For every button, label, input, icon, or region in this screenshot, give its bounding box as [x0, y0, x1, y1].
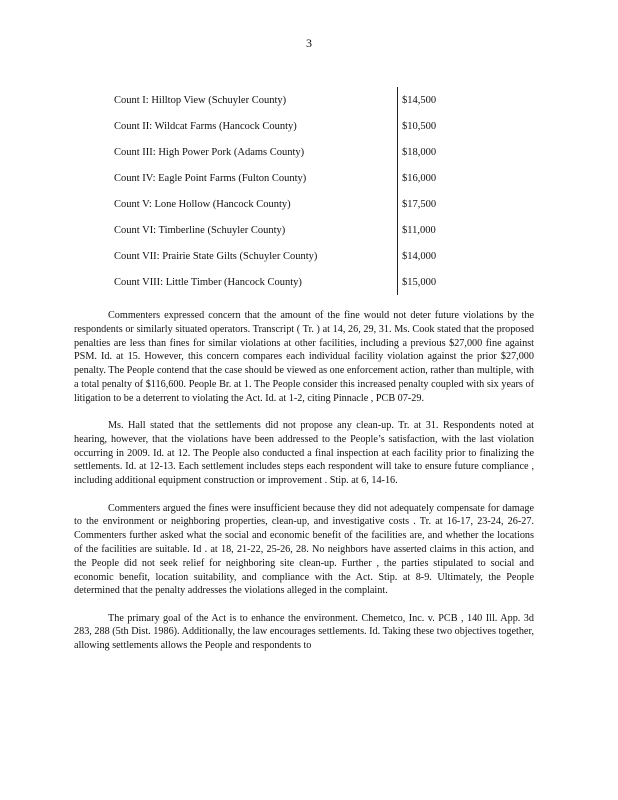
paragraph-primary-goal: The primary goal of the Act is to enhance the environment. Chemetco, Inc. v. PCB , 140 Ill. App. 3d 283, 288 (5th Dist. 1986). Additionally, the law encourages settlements. Id. Taking these two objectives together, allowing settlements allows the People and respondents to: [74, 612, 534, 652]
paragraph-compensation: Commenters argued the fines were insufficient because they did not adequately compensate for damage to the environment or neighboring properties, clean-up, and investigative costs . Tr. at 16-17, 23-24, 26-27. Commenters further asked what the social and economic benefit of the facilities are, and whether the locations of the facilities are suitable. Id . at 18, 21-22, 25-26, 28. No neighbors have asserted claims in this action, and the People did not seek relief for neighboring site clean-up. Further , the parties stipulated to social and economic benefit, location suitability, and compliance with the Act. Stip. at 8-9. Ultimately, the People determined that the penalty addresses the violations alleged in the complaint.: [74, 502, 534, 597]
table-row: [114, 269, 474, 295]
count-label: Count III: High Power Pork (Adams County): [114, 139, 398, 165]
count-amount: $14,500: [402, 94, 437, 106]
count-label: Count II: Wildcat Farms (Hancock County): [114, 113, 398, 139]
count-label: Count VI: Timberline (Schuyler County): [114, 217, 398, 243]
count-amount: $15,000: [402, 276, 437, 288]
table-row: [114, 113, 474, 139]
count-amount: $18,000: [402, 146, 437, 158]
table-row: [114, 87, 474, 113]
paragraph-cleanup: Ms. Hall stated that the settlements did not propose any clean-up. Tr. at 31. Respondents noted at hearing, however, that the violations have been addressed to the People’s satisfaction, with the last violation occurring in 2009. Id. at 12. The People also conducted a final inspection at each facility prior to finalizing the settlements. Id. at 12-13. Each settlement includes steps each respondent will take to ensure future compliance , including additional equipment construction or improvement . Stip. at 6, 14-16.: [74, 420, 534, 487]
paragraph-deterrence: Commenters expressed concern that the amount of the fine would not deter future violations by the respondents or similarly situated operators. Transcript ( Tr. ) at 14, 26, 29, 31. Ms. Cook stated that the proposed penalties are less than fines for similar violations at other facilities, including a previous $27,000 fine against PSM. Id. at 15. However, this concern compares each individual facility violation against the prior $27,000 penalty. The People contend that the case should be viewed as one enforcement action, rather than multiple, with a total penalty of $116,600. People Br. at 1. The People consider this increased penalty coupled with six years of litigation to be a deterrent to violating the Act. Id. at 1-2, citing Pinnacle , PCB 07-29.: [74, 310, 534, 404]
penalty-table: [114, 87, 474, 295]
count-label: Count IV: Eagle Point Farms (Fulton County): [114, 165, 398, 191]
table-row: [114, 191, 474, 217]
count-label: Count VIII: Little Timber (Hancock County): [114, 269, 398, 295]
count-amount: $11,000: [402, 224, 436, 236]
page-number: 3: [306, 36, 312, 50]
count-label: Count V: Lone Hollow (Hancock County): [114, 191, 398, 217]
count-amount: $14,000: [402, 250, 437, 262]
table-row: [114, 165, 474, 191]
count-amount: $17,500: [402, 198, 437, 210]
table-row: [114, 217, 474, 243]
table-row: [114, 139, 474, 165]
count-label: Count I: Hilltop View (Schuyler County): [114, 87, 398, 113]
table-row: [114, 243, 474, 269]
count-amount: $10,500: [402, 120, 437, 132]
count-label: Count VII: Prairie State Gilts (Schuyler County): [114, 243, 398, 269]
body-text: [74, 309, 534, 667]
count-amount: $16,000: [402, 172, 437, 184]
